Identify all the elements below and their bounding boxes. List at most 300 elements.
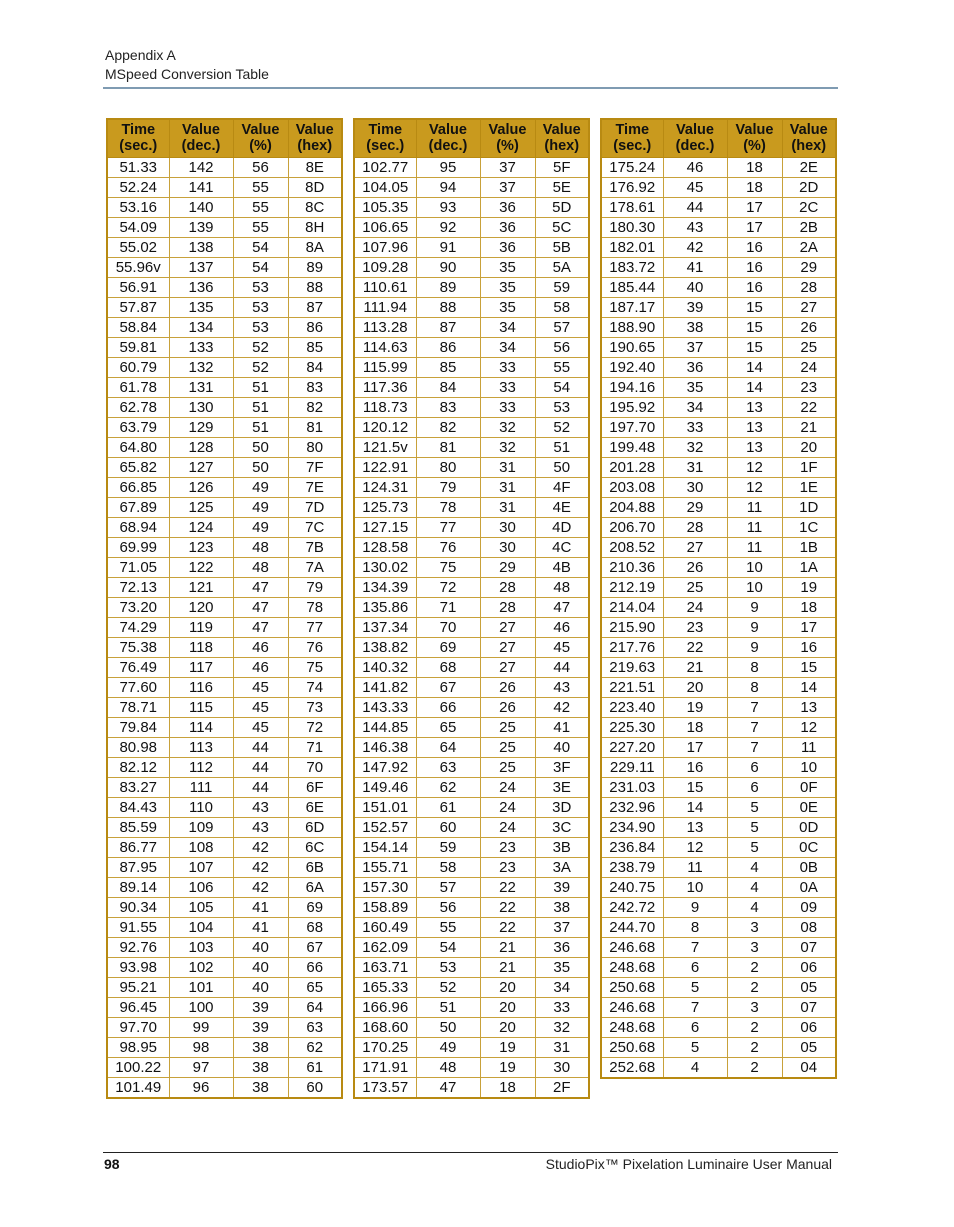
cell-value-hex: 88: [288, 278, 342, 298]
table-row: [107, 298, 342, 318]
column-header-value-dec: [416, 119, 480, 158]
cell-value-percent: 2: [727, 1038, 782, 1058]
cell-time-sec: 66.85: [107, 478, 169, 498]
conversion-table-1: [106, 118, 343, 1099]
cell-time-sec: 62.78: [107, 398, 169, 418]
cell-value-hex: 42: [535, 698, 589, 718]
table-row: [601, 878, 836, 898]
cell-value-dec: 106: [169, 878, 233, 898]
column-header-line2: (dec.): [181, 138, 221, 154]
cell-value-hex: 2F: [535, 1078, 589, 1099]
column-header-line1: Value: [182, 122, 220, 138]
column-header-line1: Value: [676, 122, 714, 138]
table-row: [354, 518, 589, 538]
cell-time-sec: 134.39: [354, 578, 416, 598]
cell-value-dec: 65: [416, 718, 480, 738]
cell-value-dec: 23: [663, 618, 727, 638]
cell-time-sec: 199.48: [601, 438, 663, 458]
cell-time-sec: 234.90: [601, 818, 663, 838]
table-row: [107, 678, 342, 698]
column-header-line2: (sec.): [119, 138, 158, 154]
table-row: [107, 958, 342, 978]
cell-value-percent: 4: [727, 858, 782, 878]
cell-value-hex: 25: [782, 338, 836, 358]
cell-value-percent: 27: [480, 638, 535, 658]
cell-value-percent: 47: [233, 578, 288, 598]
cell-time-sec: 210.36: [601, 558, 663, 578]
cell-value-hex: 54: [535, 378, 589, 398]
cell-value-hex: 31: [535, 1038, 589, 1058]
column-header-value-hex: [535, 119, 589, 158]
table-row: [601, 158, 836, 178]
cell-time-sec: 160.49: [354, 918, 416, 938]
cell-value-hex: 6F: [288, 778, 342, 798]
table-row: [354, 298, 589, 318]
cell-value-dec: 113: [169, 738, 233, 758]
cell-value-dec: 50: [416, 1018, 480, 1038]
cell-value-dec: 92: [416, 218, 480, 238]
cell-value-percent: 32: [480, 418, 535, 438]
table-row: [107, 1018, 342, 1038]
cell-value-hex: 8C: [288, 198, 342, 218]
cell-value-dec: 136: [169, 278, 233, 298]
cell-value-percent: 39: [233, 1018, 288, 1038]
cell-value-percent: 19: [480, 1038, 535, 1058]
table-row: [354, 358, 589, 378]
column-header-time-sec: [601, 119, 663, 158]
cell-value-hex: 06: [782, 958, 836, 978]
cell-value-hex: 52: [535, 418, 589, 438]
cell-time-sec: 55.96v: [107, 258, 169, 278]
cell-value-hex: 7A: [288, 558, 342, 578]
column-header-line2: (%): [743, 138, 766, 154]
cell-value-dec: 44: [663, 198, 727, 218]
table-row: [354, 898, 589, 918]
table-row: [354, 878, 589, 898]
cell-value-percent: 30: [480, 538, 535, 558]
cell-time-sec: 118.73: [354, 398, 416, 418]
table-row: [107, 278, 342, 298]
cell-value-hex: 36: [535, 938, 589, 958]
cell-time-sec: 219.63: [601, 658, 663, 678]
cell-value-percent: 35: [480, 298, 535, 318]
cell-value-hex: 3B: [535, 838, 589, 858]
table-row: [107, 1078, 342, 1099]
cell-value-dec: 16: [663, 758, 727, 778]
cell-value-dec: 77: [416, 518, 480, 538]
cell-value-hex: 6B: [288, 858, 342, 878]
cell-value-percent: 52: [233, 338, 288, 358]
cell-time-sec: 110.61: [354, 278, 416, 298]
table-row: [601, 298, 836, 318]
table-row: [354, 338, 589, 358]
cell-value-percent: 50: [233, 458, 288, 478]
cell-value-dec: 135: [169, 298, 233, 318]
cell-time-sec: 212.19: [601, 578, 663, 598]
cell-value-percent: 47: [233, 598, 288, 618]
cell-value-percent: 53: [233, 318, 288, 338]
table-row: [601, 818, 836, 838]
cell-time-sec: 120.12: [354, 418, 416, 438]
cell-value-hex: 63: [288, 1018, 342, 1038]
cell-value-hex: 34: [535, 978, 589, 998]
cell-time-sec: 155.71: [354, 858, 416, 878]
table-row: [601, 418, 836, 438]
table-row: [601, 498, 836, 518]
column-header-value-percent: [480, 119, 535, 158]
table-row: [354, 818, 589, 838]
table-row: [601, 518, 836, 538]
cell-value-percent: 36: [480, 218, 535, 238]
cell-value-dec: 75: [416, 558, 480, 578]
cell-value-percent: 18: [480, 1078, 535, 1099]
cell-value-percent: 20: [480, 1018, 535, 1038]
table-row: [107, 598, 342, 618]
cell-time-sec: 166.96: [354, 998, 416, 1018]
cell-value-percent: 16: [727, 238, 782, 258]
table-row: [354, 198, 589, 218]
cell-value-dec: 59: [416, 838, 480, 858]
table-row: [601, 438, 836, 458]
cell-time-sec: 225.30: [601, 718, 663, 738]
cell-value-percent: 16: [727, 258, 782, 278]
cell-value-hex: 07: [782, 938, 836, 958]
cell-time-sec: 96.45: [107, 998, 169, 1018]
cell-value-dec: 116: [169, 678, 233, 698]
table-row: [107, 658, 342, 678]
cell-value-percent: 21: [480, 958, 535, 978]
cell-time-sec: 74.29: [107, 618, 169, 638]
cell-value-hex: 2B: [782, 218, 836, 238]
cell-value-dec: 84: [416, 378, 480, 398]
cell-time-sec: 101.49: [107, 1078, 169, 1099]
cell-value-dec: 63: [416, 758, 480, 778]
table-row: [354, 238, 589, 258]
cell-time-sec: 229.11: [601, 758, 663, 778]
cell-value-hex: 37: [535, 918, 589, 938]
cell-value-dec: 100: [169, 998, 233, 1018]
cell-value-dec: 60: [416, 818, 480, 838]
cell-time-sec: 163.71: [354, 958, 416, 978]
cell-value-hex: 72: [288, 718, 342, 738]
cell-time-sec: 246.68: [601, 998, 663, 1018]
cell-value-dec: 6: [663, 958, 727, 978]
cell-time-sec: 168.60: [354, 1018, 416, 1038]
cell-value-dec: 27: [663, 538, 727, 558]
cell-time-sec: 57.87: [107, 298, 169, 318]
table-row: [354, 1038, 589, 1058]
page-header: [105, 46, 269, 84]
column-header-line1: Value: [789, 122, 828, 138]
cell-value-hex: 45: [535, 638, 589, 658]
cell-value-dec: 13: [663, 818, 727, 838]
cell-time-sec: 175.24: [601, 158, 663, 178]
cell-value-dec: 66: [416, 698, 480, 718]
table-row: [107, 638, 342, 658]
cell-time-sec: 54.09: [107, 218, 169, 238]
cell-value-dec: 67: [416, 678, 480, 698]
table-row: [354, 318, 589, 338]
column-header-line2: (%): [249, 138, 272, 154]
table-header-row: [107, 119, 342, 158]
cell-value-percent: 55: [233, 218, 288, 238]
table-row: [354, 838, 589, 858]
table-row: [354, 998, 589, 1018]
column-header-value-hex: [288, 119, 342, 158]
cell-value-dec: 137: [169, 258, 233, 278]
table-row: [354, 678, 589, 698]
table-row: [354, 658, 589, 678]
table-row: [601, 958, 836, 978]
cell-time-sec: 76.49: [107, 658, 169, 678]
cell-time-sec: 240.75: [601, 878, 663, 898]
cell-value-dec: 42: [663, 238, 727, 258]
cell-time-sec: 82.12: [107, 758, 169, 778]
cell-value-dec: 10: [663, 878, 727, 898]
cell-value-hex: 07: [782, 998, 836, 1018]
table-row: [354, 218, 589, 238]
cell-value-dec: 132: [169, 358, 233, 378]
cell-value-hex: 5B: [535, 238, 589, 258]
table-row: [601, 898, 836, 918]
cell-value-dec: 11: [663, 858, 727, 878]
cell-value-dec: 97: [169, 1058, 233, 1078]
cell-value-dec: 122: [169, 558, 233, 578]
cell-value-dec: 5: [663, 978, 727, 998]
cell-value-dec: 38: [663, 318, 727, 338]
cell-value-hex: 35: [535, 958, 589, 978]
cell-value-hex: 8E: [288, 158, 342, 178]
cell-value-percent: 33: [480, 398, 535, 418]
cell-value-percent: 2: [727, 1018, 782, 1038]
cell-value-hex: 78: [288, 598, 342, 618]
table-row: [107, 578, 342, 598]
cell-value-percent: 36: [480, 198, 535, 218]
cell-time-sec: 68.94: [107, 518, 169, 538]
column-header-line1: Value: [735, 122, 774, 138]
footer-divider: [103, 1152, 838, 1153]
cell-value-dec: 124: [169, 518, 233, 538]
cell-value-percent: 42: [233, 858, 288, 878]
cell-time-sec: 143.33: [354, 698, 416, 718]
table-row: [354, 758, 589, 778]
column-header-line1: Value: [429, 122, 467, 138]
cell-time-sec: 124.31: [354, 478, 416, 498]
cell-time-sec: 171.91: [354, 1058, 416, 1078]
cell-value-percent: 22: [480, 898, 535, 918]
cell-value-hex: 39: [535, 878, 589, 898]
table-row: [601, 238, 836, 258]
cell-value-dec: 32: [663, 438, 727, 458]
cell-time-sec: 59.81: [107, 338, 169, 358]
table-row: [601, 378, 836, 398]
cell-value-hex: 66: [288, 958, 342, 978]
cell-value-hex: 16: [782, 638, 836, 658]
cell-value-hex: 7B: [288, 538, 342, 558]
cell-value-dec: 94: [416, 178, 480, 198]
cell-value-hex: 30: [535, 1058, 589, 1078]
cell-value-percent: 5: [727, 818, 782, 838]
cell-time-sec: 141.82: [354, 678, 416, 698]
cell-time-sec: 185.44: [601, 278, 663, 298]
conversion-table-2: [353, 118, 590, 1099]
header-section-title: MSpeed Conversion Table: [105, 66, 269, 82]
cell-value-hex: 6E: [288, 798, 342, 818]
cell-value-hex: 64: [288, 998, 342, 1018]
column-header-line1: Value: [542, 122, 581, 138]
cell-value-percent: 44: [233, 778, 288, 798]
cell-time-sec: 135.86: [354, 598, 416, 618]
table-row: [354, 158, 589, 178]
table-row: [107, 378, 342, 398]
cell-value-hex: 24: [782, 358, 836, 378]
cell-value-hex: 2C: [782, 198, 836, 218]
cell-value-percent: 20: [480, 998, 535, 1018]
cell-value-hex: 6A: [288, 878, 342, 898]
cell-value-dec: 86: [416, 338, 480, 358]
cell-value-dec: 14: [663, 798, 727, 818]
table-row: [601, 758, 836, 778]
cell-value-hex: 56: [535, 338, 589, 358]
table-row: [354, 938, 589, 958]
cell-value-percent: 11: [727, 518, 782, 538]
cell-time-sec: 77.60: [107, 678, 169, 698]
cell-value-hex: 4E: [535, 498, 589, 518]
cell-value-percent: 31: [480, 478, 535, 498]
cell-time-sec: 195.92: [601, 398, 663, 418]
cell-value-hex: 59: [535, 278, 589, 298]
cell-value-dec: 142: [169, 158, 233, 178]
table-row: [354, 538, 589, 558]
cell-time-sec: 122.91: [354, 458, 416, 478]
column-header-line2: (dec.): [675, 138, 715, 154]
cell-value-hex: 2D: [782, 178, 836, 198]
cell-value-hex: 13: [782, 698, 836, 718]
cell-value-dec: 111: [169, 778, 233, 798]
cell-value-hex: 80: [288, 438, 342, 458]
cell-value-dec: 24: [663, 598, 727, 618]
table-row: [354, 418, 589, 438]
table-row: [354, 638, 589, 658]
table-row: [107, 998, 342, 1018]
cell-time-sec: 170.25: [354, 1038, 416, 1058]
cell-value-percent: 38: [233, 1078, 288, 1099]
cell-value-hex: 60: [288, 1078, 342, 1099]
cell-value-dec: 69: [416, 638, 480, 658]
cell-value-percent: 2: [727, 958, 782, 978]
cell-value-hex: 7E: [288, 478, 342, 498]
cell-value-hex: 55: [535, 358, 589, 378]
cell-value-hex: 8D: [288, 178, 342, 198]
cell-time-sec: 165.33: [354, 978, 416, 998]
cell-value-hex: 61: [288, 1058, 342, 1078]
cell-value-percent: 3: [727, 998, 782, 1018]
column-header-line1: Value: [295, 122, 334, 138]
cell-time-sec: 214.04: [601, 598, 663, 618]
cell-value-dec: 90: [416, 258, 480, 278]
table-row: [354, 1058, 589, 1078]
cell-value-dec: 4: [663, 1058, 727, 1079]
table-row: [107, 198, 342, 218]
table-row: [107, 918, 342, 938]
cell-value-dec: 70: [416, 618, 480, 638]
cell-value-percent: 48: [233, 538, 288, 558]
cell-value-hex: 26: [782, 318, 836, 338]
conversion-table-3: [600, 118, 837, 1079]
cell-time-sec: 250.68: [601, 978, 663, 998]
cell-value-hex: 77: [288, 618, 342, 638]
cell-value-percent: 9: [727, 618, 782, 638]
cell-value-percent: 35: [480, 278, 535, 298]
cell-value-dec: 31: [663, 458, 727, 478]
cell-value-percent: 18: [727, 158, 782, 178]
cell-time-sec: 90.34: [107, 898, 169, 918]
cell-value-percent: 44: [233, 738, 288, 758]
cell-value-percent: 8: [727, 678, 782, 698]
cell-value-dec: 55: [416, 918, 480, 938]
cell-value-hex: 1A: [782, 558, 836, 578]
cell-value-hex: 79: [288, 578, 342, 598]
cell-value-hex: 0A: [782, 878, 836, 898]
table-header-row: [601, 119, 836, 158]
cell-value-percent: 5: [727, 838, 782, 858]
table-row: [107, 158, 342, 178]
column-header-line2: (hex): [297, 138, 333, 154]
cell-value-percent: 14: [727, 358, 782, 378]
table-row: [601, 558, 836, 578]
cell-value-percent: 51: [233, 418, 288, 438]
table-row: [354, 798, 589, 818]
cell-value-dec: 79: [416, 478, 480, 498]
cell-value-percent: 9: [727, 638, 782, 658]
column-header-line2: (%): [496, 138, 519, 154]
table-row: [107, 258, 342, 278]
cell-value-hex: 05: [782, 1038, 836, 1058]
cell-time-sec: 188.90: [601, 318, 663, 338]
cell-value-dec: 81: [416, 438, 480, 458]
cell-time-sec: 84.43: [107, 798, 169, 818]
cell-time-sec: 252.68: [601, 1058, 663, 1079]
cell-time-sec: 61.78: [107, 378, 169, 398]
cell-value-percent: 25: [480, 718, 535, 738]
cell-value-dec: 76: [416, 538, 480, 558]
table-row: [107, 338, 342, 358]
table-row: [107, 218, 342, 238]
cell-value-hex: 14: [782, 678, 836, 698]
cell-value-dec: 28: [663, 518, 727, 538]
table-row: [107, 358, 342, 378]
cell-value-hex: 67: [288, 938, 342, 958]
cell-value-hex: 8A: [288, 238, 342, 258]
cell-value-percent: 4: [727, 898, 782, 918]
cell-value-dec: 78: [416, 498, 480, 518]
cell-time-sec: 67.89: [107, 498, 169, 518]
cell-time-sec: 182.01: [601, 238, 663, 258]
cell-value-dec: 115: [169, 698, 233, 718]
cell-time-sec: 73.20: [107, 598, 169, 618]
cell-value-percent: 17: [727, 198, 782, 218]
cell-value-hex: 5E: [535, 178, 589, 198]
table-row: [107, 798, 342, 818]
column-header-line2: (sec.): [613, 138, 652, 154]
column-header-value-dec: [663, 119, 727, 158]
cell-time-sec: 231.03: [601, 778, 663, 798]
cell-value-hex: 7C: [288, 518, 342, 538]
cell-value-percent: 49: [233, 478, 288, 498]
cell-value-percent: 6: [727, 778, 782, 798]
table-row: [601, 358, 836, 378]
cell-value-dec: 7: [663, 938, 727, 958]
